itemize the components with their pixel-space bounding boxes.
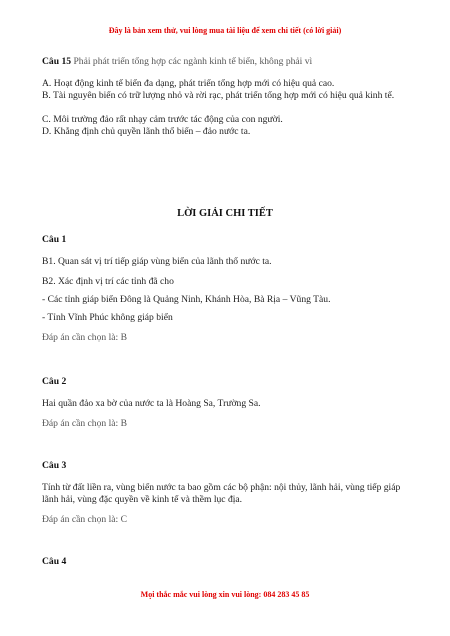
preview-notice-banner: Đây là bản xem thử, vui lòng mua tài liệu để xem chi tiết (có lời giải) [108, 26, 342, 35]
solution-4-label: Câu 4 [42, 556, 67, 567]
solution-1-label: Câu 1 [42, 234, 67, 245]
solution-1-line-1: B1. Quan sát vị trí tiếp giáp vùng biển của lãnh thổ nước ta. [42, 256, 272, 267]
solution-3-text: Tính từ đất liền ra, vùng biển nước ta bao gồm các bộ phận: nội thủy, lãnh hải, vùng tiếp giáp lãnh hải, vùng đặc quyền về kinh tế và thềm lục địa. [42, 482, 401, 505]
question-15-line [42, 56, 312, 68]
solution-1-answer: Đáp án cần chọn là: B [42, 332, 127, 343]
solution-1-line-4: - Tỉnh Vĩnh Phúc không giáp biển [42, 312, 173, 323]
question-15-prompt: Phải phát triển tổng hợp các ngành kinh tế biển, không phải vì [73, 56, 313, 67]
option-b: B. Tài nguyên biển có trữ lượng nhỏ và rời rạc, phát triển tổng hợp mới có hiệu quả kinh tế. [42, 90, 395, 101]
solution-3-answer: Đáp án cần chọn là: C [42, 514, 127, 525]
solutions-title: LỜI GIẢI CHI TIẾT [177, 208, 273, 219]
solution-1-line-2: B2. Xác định vị trí các tỉnh đã cho [42, 276, 174, 287]
solution-3-label: Câu 3 [42, 460, 67, 471]
option-d: D. Khẳng định chủ quyền lãnh thổ biển – đảo nước ta. [42, 126, 251, 137]
solution-2-label: Câu 2 [42, 376, 67, 387]
solution-1-line-3: - Các tỉnh giáp biển Đông là Quảng Ninh, Khánh Hòa, Bà Rịa – Vũng Tàu. [42, 294, 331, 305]
solution-2-answer: Đáp án cần chọn là: B [42, 418, 127, 429]
option-a: A. Hoạt động kinh tế biển đa dạng, phát triển tổng hợp mới có hiệu quả cao. [42, 78, 335, 89]
solution-2-line: Hai quần đảo xa bờ của nước ta là Hoàng Sa, Trường Sa. [42, 398, 261, 409]
option-c: C. Môi trường đảo rất nhạy cảm trước tác động của con người. [42, 114, 283, 125]
question-15-label: Câu 15 [42, 56, 72, 67]
contact-footer: Mọi thắc mắc vui lòng xin vui lòng: 084 283 45 85 [140, 590, 310, 599]
